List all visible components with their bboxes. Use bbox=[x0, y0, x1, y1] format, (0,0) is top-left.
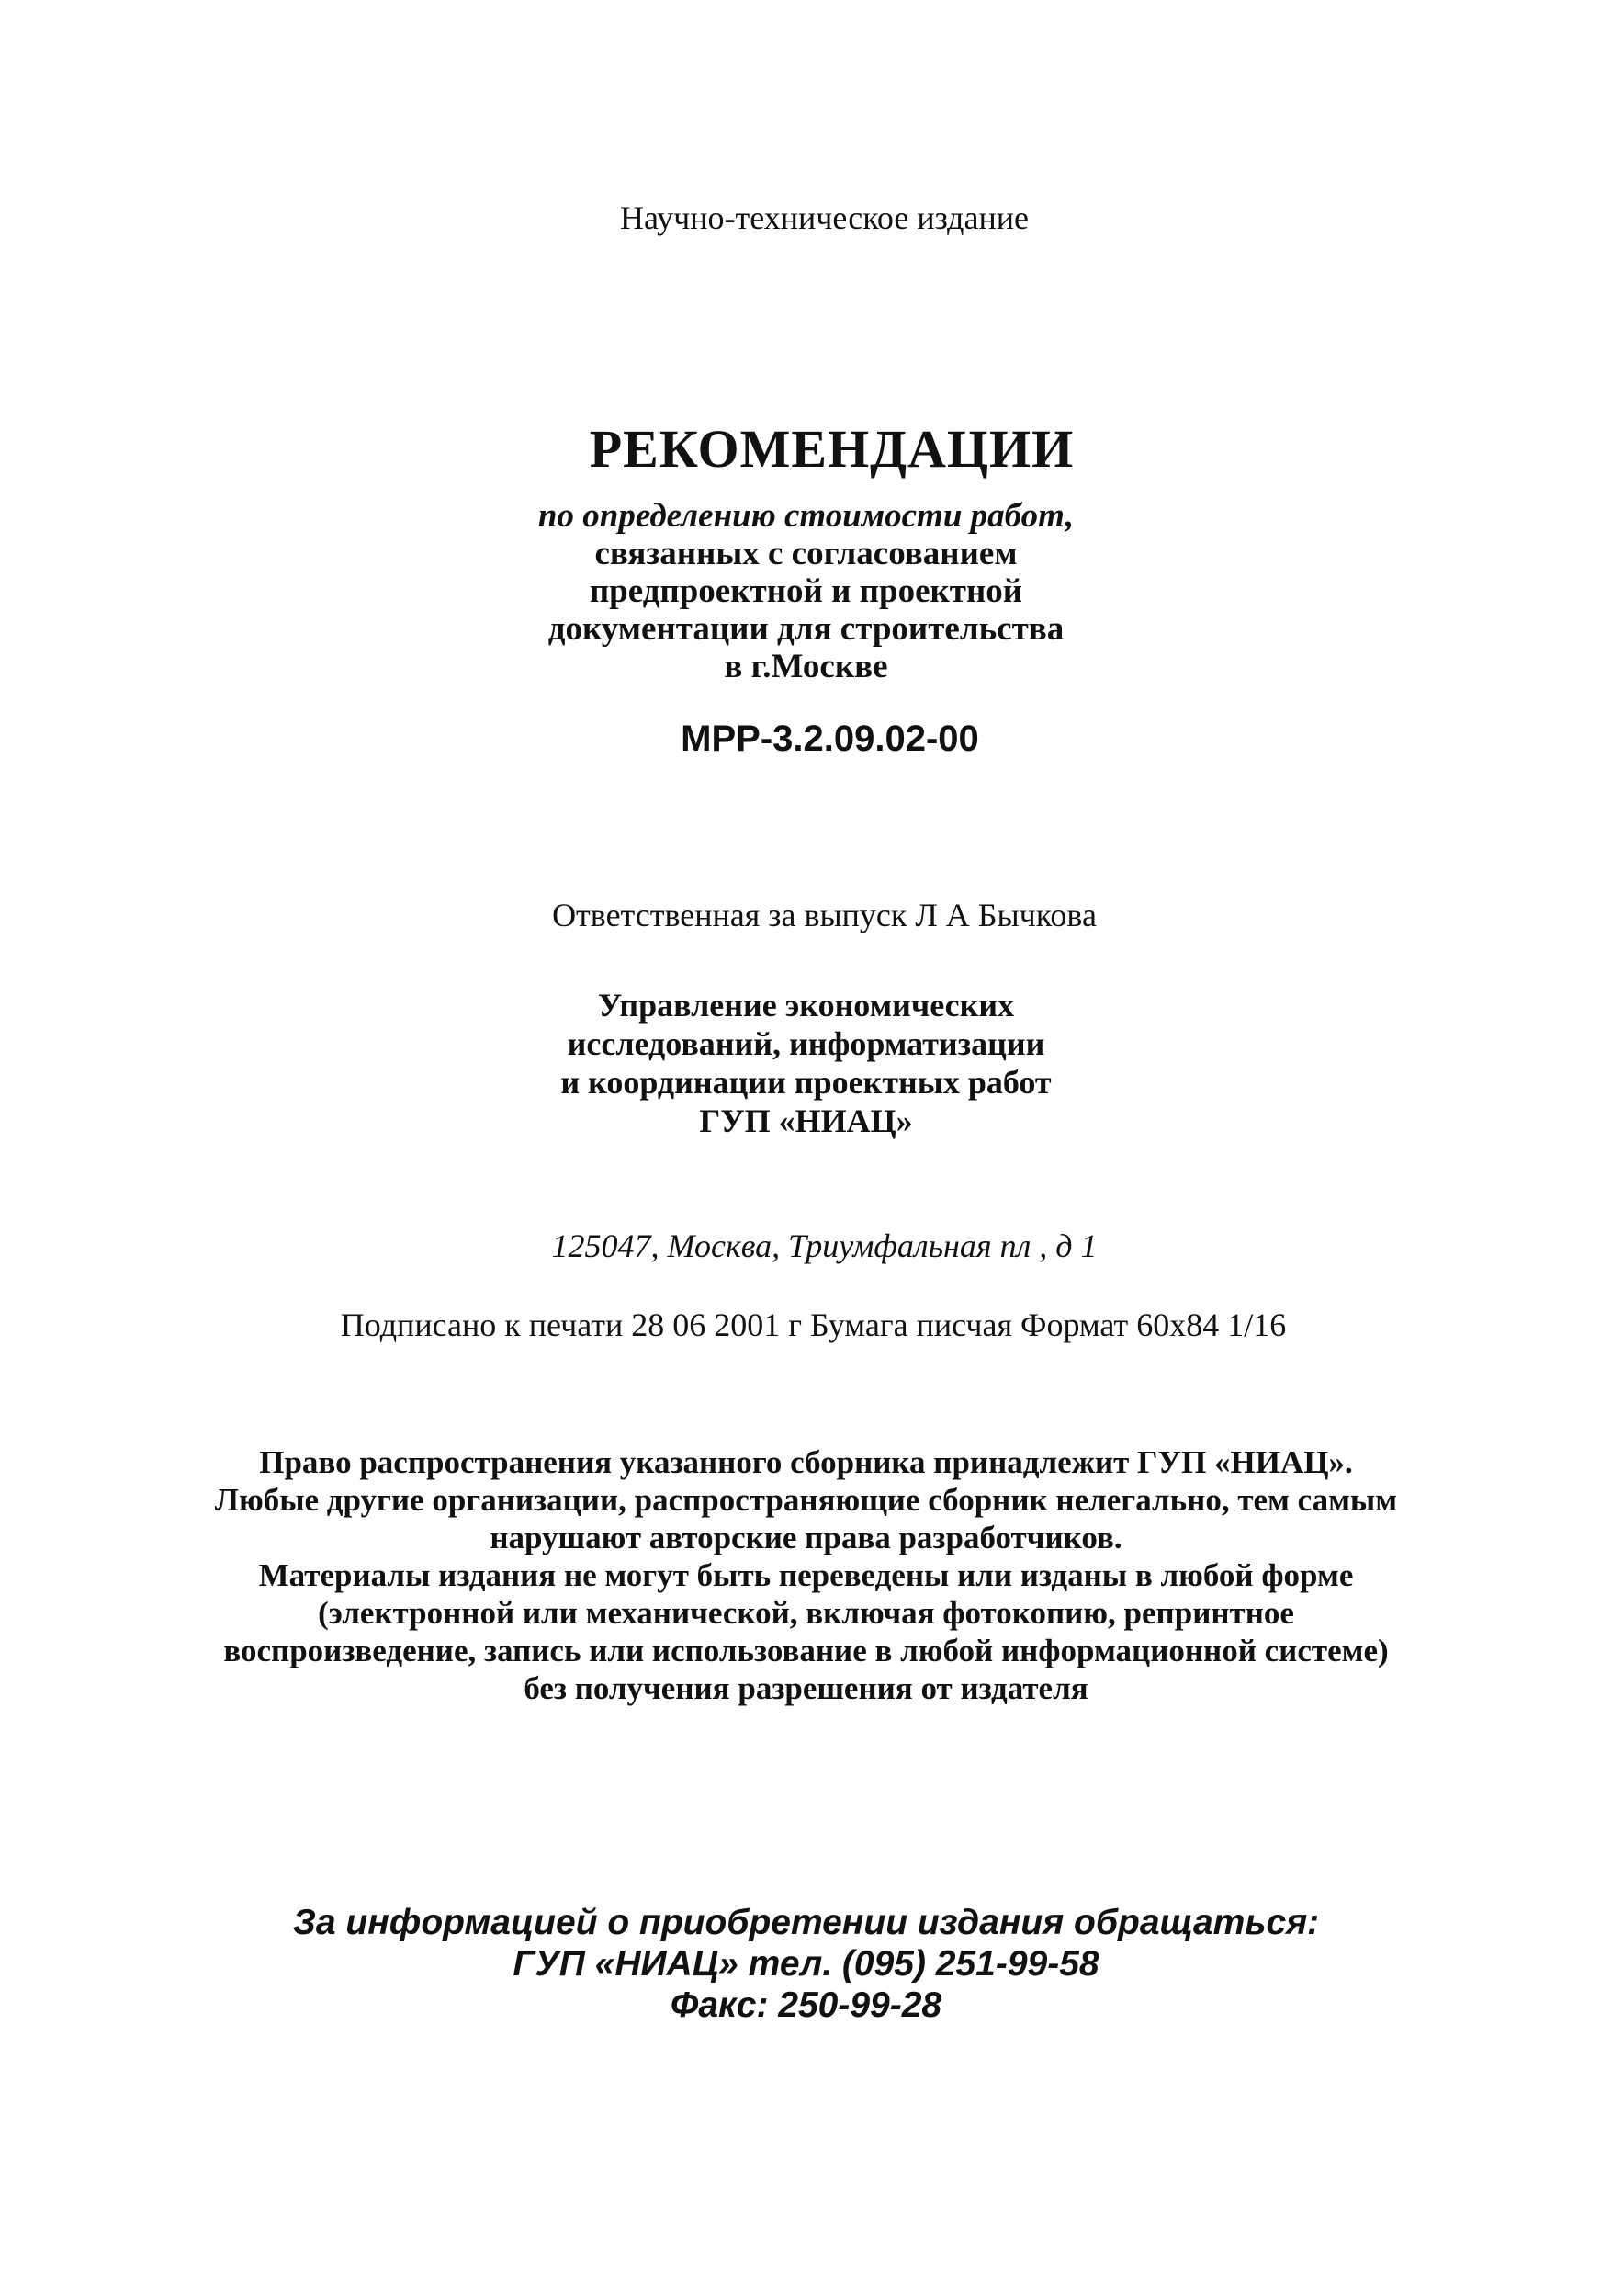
rights-notice-line: без получения разрешения от издателя bbox=[524, 1670, 1088, 1706]
edition-type: Научно-техническое издание bbox=[620, 199, 1029, 236]
responsible-editor: Ответственная за выпуск Л А Бычкова bbox=[552, 897, 1097, 933]
subtitle-line: по определению стоимости работ, bbox=[537, 497, 1075, 535]
contact-line: Факс: 250-99-28 bbox=[670, 1985, 942, 2025]
organization-line: Управление экономических bbox=[597, 987, 1015, 1024]
document-title: РЕКОМЕНДАЦИИ bbox=[589, 419, 1075, 479]
document-code: МРР-3.2.09.02-00 bbox=[681, 718, 979, 759]
rights-notice-line: воспроизведение, запись или использование в любой информационной системе) bbox=[223, 1633, 1389, 1668]
rights-notice-line: (электронной или механической, включая фотокопию, репринтное bbox=[318, 1595, 1294, 1631]
rights-notice-line: Любые другие организации, распространяющие сборник нелегально, тем самым bbox=[214, 1482, 1398, 1518]
organization-line: ГУП «НИАЦ» bbox=[699, 1103, 913, 1139]
subtitle-line: в г.Москве bbox=[724, 648, 888, 685]
contact-line: За информацией о приобретении издания обращаться: bbox=[292, 1903, 1320, 1942]
rights-notice-line: нарушают авторские права разработчиков. bbox=[490, 1520, 1122, 1555]
organization-line: исследований, информатизации bbox=[567, 1025, 1045, 1062]
contact-line: ГУП «НИАЦ» тел. (095) 251-99-58 bbox=[513, 1944, 1099, 1984]
print-info: Подписано к печати 28 06 2001 г Бумага писчая Формат 60х84 1/16 bbox=[340, 1306, 1287, 1343]
organization-line: и координации проектных работ bbox=[560, 1064, 1052, 1101]
publisher-address: 125047, Москва, Триумфальная пл , д 1 bbox=[551, 1227, 1098, 1264]
rights-notice-line: Право распространения указанного сборника принадлежит ГУП «НИАЦ». bbox=[259, 1444, 1353, 1480]
subtitle-line: связанных с согласованием bbox=[594, 535, 1018, 572]
subtitle-line: предпроектной и проектной bbox=[589, 572, 1023, 610]
rights-notice-line: Материалы издания не могут быть переведены или изданы в любой форме bbox=[258, 1557, 1354, 1593]
subtitle-line: документации для строительства bbox=[547, 610, 1065, 648]
